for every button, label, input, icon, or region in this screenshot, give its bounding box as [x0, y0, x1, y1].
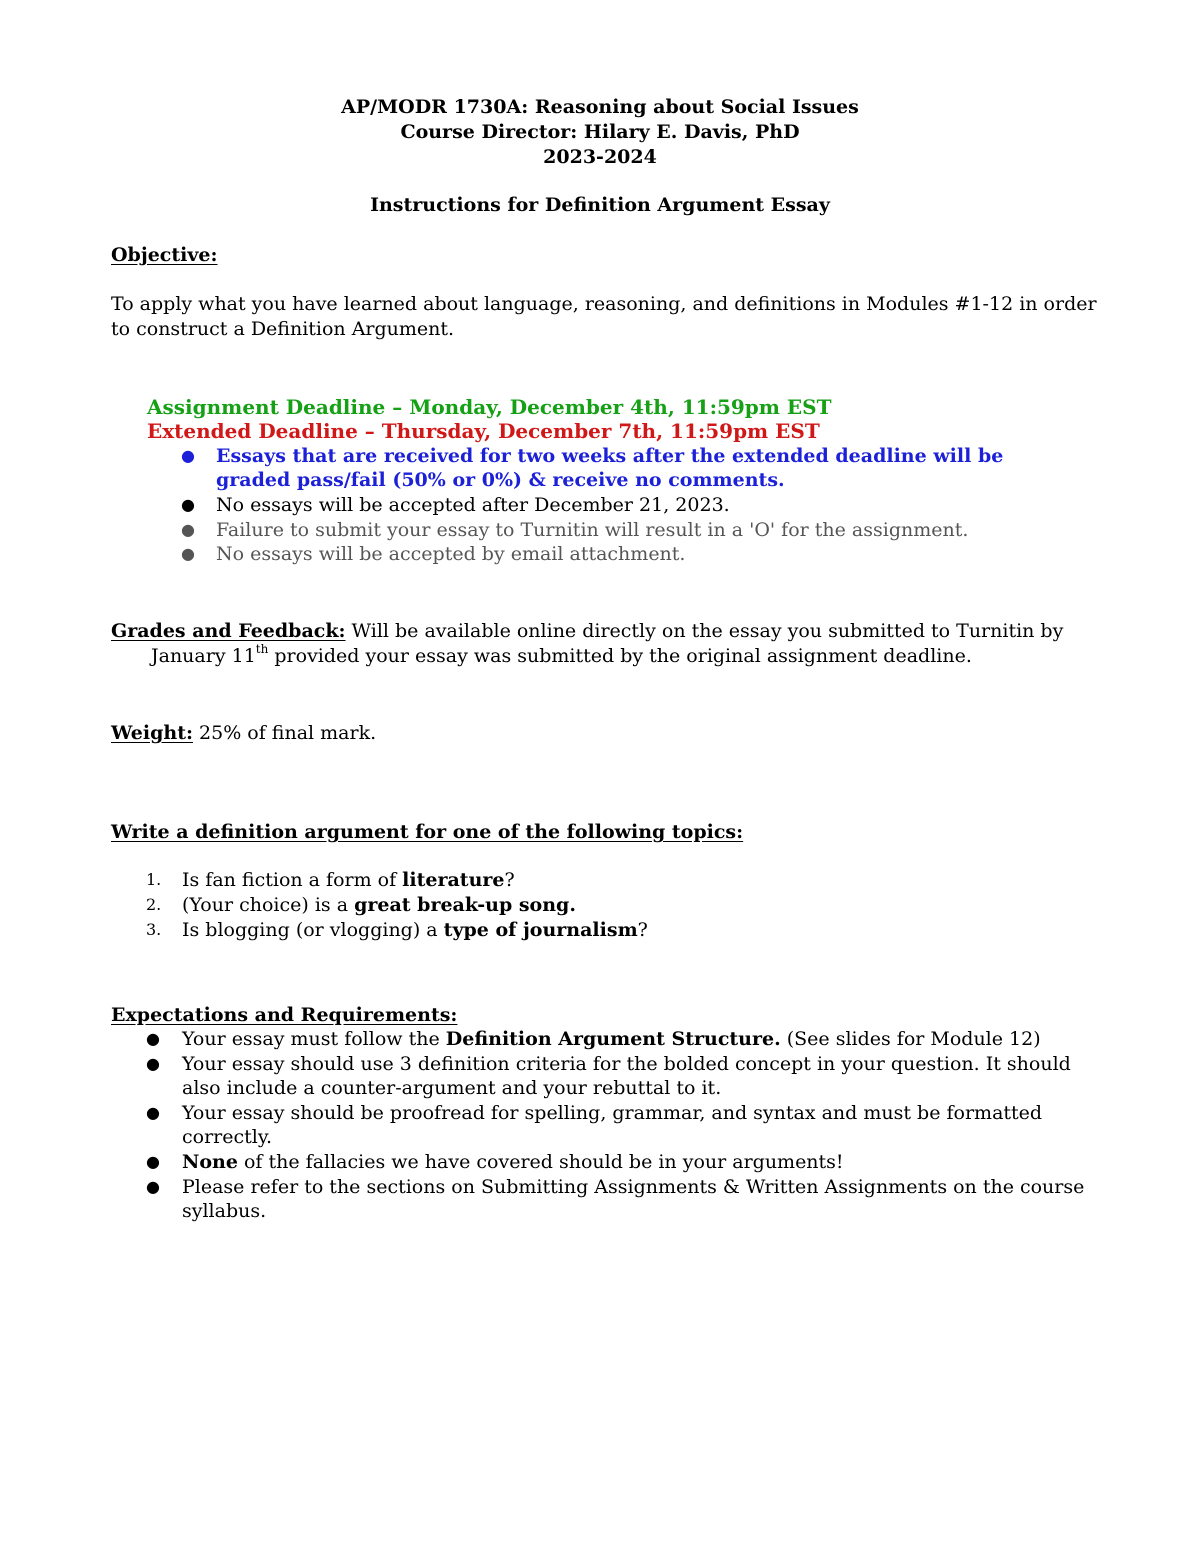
expectation-text: of the fallacies we have covered should be in your arguments! — [237, 1151, 844, 1173]
expectation-item — [182, 1150, 844, 1174]
grades-line2 — [151, 641, 972, 668]
list-number: 2. — [146, 895, 162, 914]
assignment-deadline: Assignment Deadline – Monday, December 4th, 11:59pm EST — [147, 395, 832, 419]
expectation-item-line2: syllabus. — [182, 1200, 267, 1222]
document-title: Instructions for Definition Argument Essay — [370, 194, 830, 216]
topic-text: Is blogging (or vlogging) a — [182, 919, 444, 941]
weight-line — [111, 721, 376, 745]
expectation-bold: None — [182, 1151, 238, 1173]
topic-concept: type of journalism — [443, 919, 638, 941]
expectation-item — [182, 1027, 1041, 1051]
bullet-marker: ● — [146, 1054, 160, 1073]
topic-suffix: ? — [504, 869, 515, 891]
expectation-suffix: (See slides for Module 12) — [780, 1028, 1041, 1050]
list-number: 1. — [146, 870, 162, 889]
grades-date: January 11 — [151, 645, 256, 667]
expectation-item-line1: Your essay should use 3 definition criteria for the bolded concept in your question. It should — [182, 1053, 1071, 1075]
topic-text: Is fan fiction a form of — [182, 869, 403, 891]
final-acceptance-note: No essays will be accepted after December 21, 2023. — [216, 494, 730, 516]
grades-text-line1: Will be available online directly on the essay you submitted to Turnitin by — [345, 620, 1064, 642]
grades-heading: Grades and Feedback: — [111, 620, 346, 642]
topic-suffix: ? — [637, 919, 648, 941]
late-policy-line2: graded pass/fail (50% or 0%) & receive no comments. — [216, 469, 785, 491]
bullet-marker: ● — [146, 1103, 160, 1122]
topic-item — [182, 893, 576, 917]
objective-text-line1: To apply what you have learned about language, reasoning, and definitions in Modules #1-12 in order — [111, 293, 1097, 315]
grades-line1 — [111, 619, 1063, 643]
late-policy-line1: Essays that are received for two weeks after the extended deadline will be — [216, 445, 1004, 467]
objective-text-line2: to construct a Definition Argument. — [111, 318, 455, 340]
course-title: AP/MODR 1730A: Reasoning about Social Issues — [341, 96, 859, 118]
expectation-item-line2: correctly. — [182, 1126, 273, 1148]
bullet-marker: ● — [181, 520, 195, 539]
weight-heading: Weight: — [111, 722, 193, 744]
grades-date-suffix: th — [255, 641, 269, 656]
topic-concept: great break-up song. — [354, 894, 576, 916]
expectation-bold: Definition Argument Structure. — [445, 1028, 781, 1050]
expectation-item-line1: Please refer to the sections on Submitting Assignments & Written Assignments on the course — [182, 1176, 1085, 1198]
expectations-heading: Expectations and Requirements: — [111, 1004, 458, 1026]
list-number: 3. — [146, 920, 162, 939]
bullet-marker: ● — [181, 446, 195, 465]
topic-item — [182, 868, 515, 892]
grades-text-line2: provided your essay was submitted by the original assignment deadline. — [268, 645, 972, 667]
topic-text: (Your choice) is a — [182, 894, 355, 916]
expectation-text: Your essay must follow the — [182, 1028, 446, 1050]
extended-deadline: Extended Deadline – Thursday, December 7th, 11:59pm EST — [147, 419, 820, 443]
bullet-marker: ● — [181, 544, 195, 563]
academic-year: 2023-2024 — [543, 146, 657, 168]
expectation-item-line1: Your essay should be proofread for spelling, grammar, and syntax and must be formatted — [182, 1102, 1043, 1124]
topic-item — [182, 918, 648, 942]
email-note: No essays will be accepted by email attachment. — [216, 543, 686, 565]
topics-heading: Write a definition argument for one of the following topics: — [111, 821, 744, 843]
expectation-item-line2: also include a counter-argument and your rebuttal to it. — [182, 1077, 722, 1099]
weight-text: 25% of final mark. — [192, 722, 377, 744]
bullet-marker: ● — [181, 495, 195, 514]
bullet-marker: ● — [146, 1177, 160, 1196]
turnitin-note: Failure to submit your essay to Turnitin will result in a 'O' for the assignment. — [216, 519, 969, 541]
course-director: Course Director: Hilary E. Davis, PhD — [400, 121, 800, 143]
bullet-marker: ● — [146, 1152, 160, 1171]
topic-concept: literature — [402, 869, 505, 891]
bullet-marker: ● — [146, 1029, 160, 1048]
objective-heading: Objective: — [111, 244, 218, 266]
